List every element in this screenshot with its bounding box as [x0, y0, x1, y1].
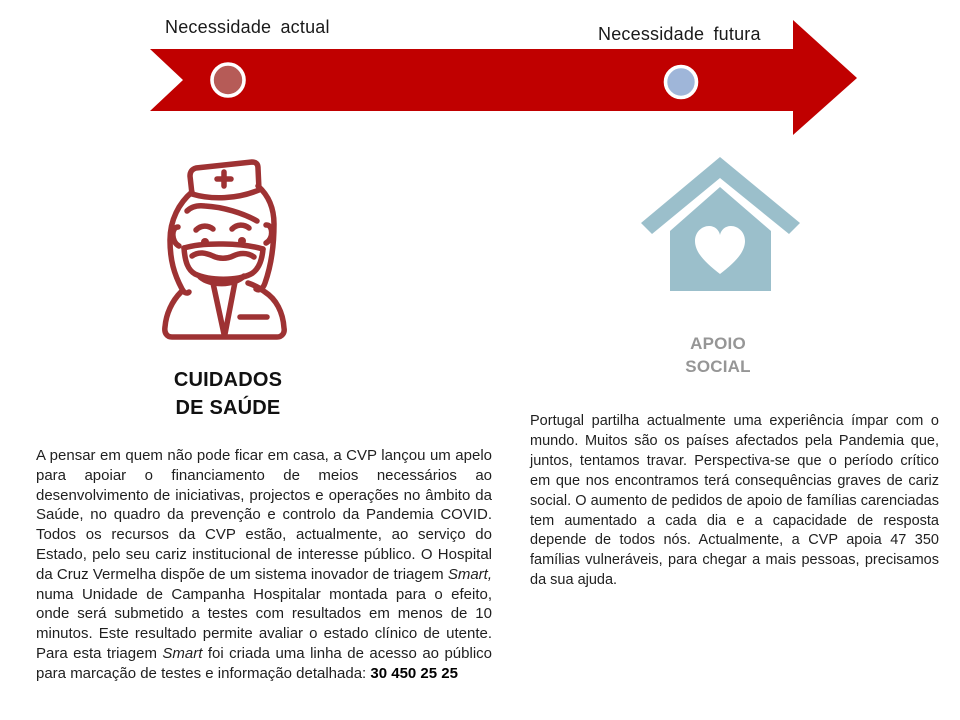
health-text-smart-1: Smart,	[447, 565, 492, 583]
arrow-shape	[150, 20, 857, 135]
health-heading-line1: CUIDADOS	[173, 369, 283, 391]
nurse-icon-strokes	[165, 162, 284, 337]
marker-future-dot	[666, 67, 697, 98]
social-paragraph: Portugal partilha actualmente uma experiência ímpar com o mundo. Muitos são os países afectados pela Pandemia que, juntos, tentamos travar. Perspectiva-se que o período crítico em que nos encontramos terá consequências graves de cariz social. O aumento de pedidos de apoio de famílias carenciadas tem aumentado a cada dia e a capacidade de resposta depende de todos nós. Actualmente, a CVP apoia 47 350 famílias vulneráveis, para chegar a mais pessoas, precisamos da sua ajuda.	[530, 413, 939, 589]
nurse-eye-right	[238, 237, 246, 245]
nurse-eye-left	[201, 238, 209, 246]
social-heading	[648, 332, 788, 378]
house-heart-icon	[641, 157, 801, 293]
timeline-label-future: Necessidade futura	[598, 24, 761, 44]
health-text-3: foi criada uma linha de acesso ao público para marcação de testes e informação detalhada:	[36, 644, 492, 682]
health-heading	[138, 366, 318, 422]
health-heading-line2: DE SAÚDE	[175, 397, 281, 419]
marker-current-dot	[212, 64, 244, 96]
timeline-arrow	[150, 20, 860, 135]
health-text-2: numa Unidade de Campanha Hospitalar montada para o efeito, onde será submetido a testes com resultados em menos de 10 minutos. Este resultado permite avaliar o estado clínico de utente. Para esta triagem	[36, 585, 492, 662]
health-paragraph	[36, 446, 492, 684]
nurse-icon	[155, 150, 295, 345]
health-text-smart-2: Smart	[162, 644, 203, 662]
health-text-1: A pensar em quem não pode ficar em casa, a CVP lançou um apelo para apoiar o financiamento de meios necessários ao desenvolvimento de iniciativas, projectos e operações no âmbito da Saúde, no quadro da prevenção e controlo da Pandemia COVID. Todos os recursos da CVP estão, actualmente, ao serviço do Estado, pelo seu cariz institucional de interesse público. O Hospital da Cruz Vermelha dispõe de um sistema inovador de triagem	[36, 447, 492, 583]
social-heading-line1: APOIO	[690, 334, 746, 353]
social-heading-line2: SOCIAL	[685, 357, 751, 376]
phone-number: 30 450 25 25	[370, 664, 458, 682]
timeline-label-current: Necessidade actual	[165, 17, 330, 37]
